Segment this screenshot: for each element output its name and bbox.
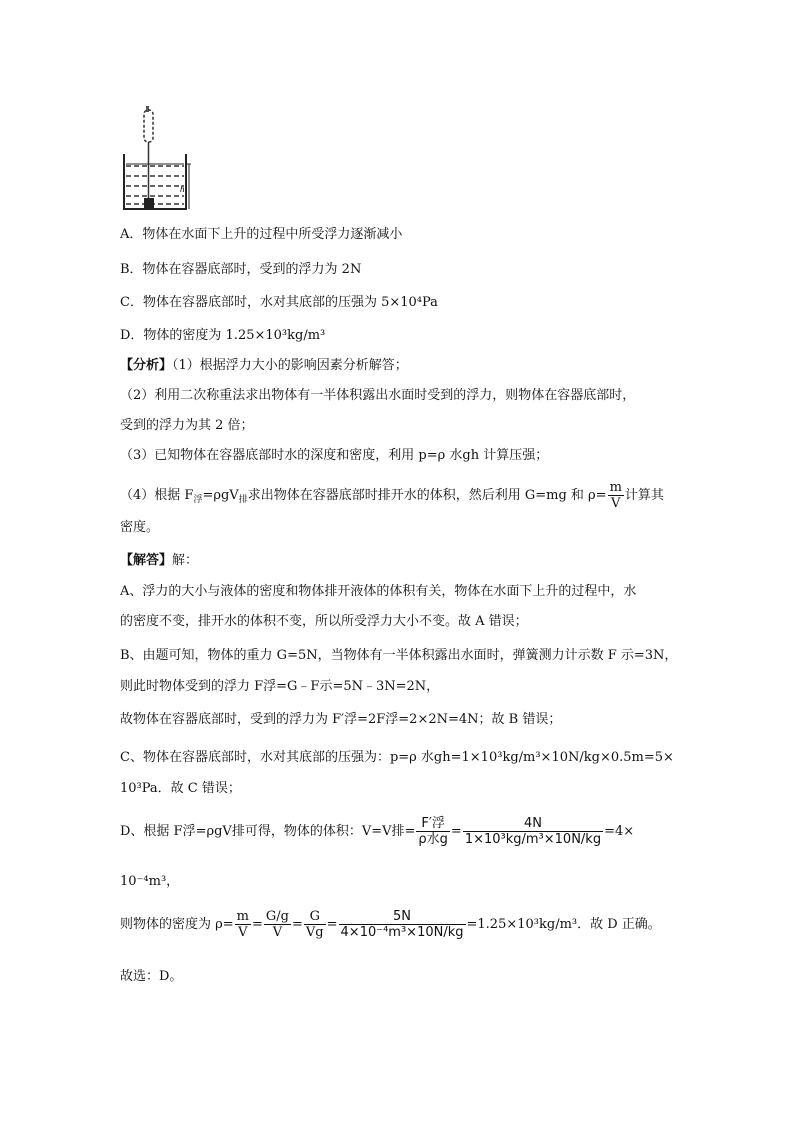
submerged-object bbox=[144, 198, 154, 208]
frac-den: V bbox=[238, 925, 248, 940]
d1-pre: D、根据 F浮=ρgV排可得，物体的体积：V=V排= bbox=[120, 824, 416, 839]
p4-sub-float: 浮 bbox=[193, 495, 203, 505]
frac-num: 5N bbox=[339, 909, 466, 925]
p4-pre: （4）根据 F bbox=[120, 488, 194, 503]
e-pre: 则物体的密度为 ρ= bbox=[120, 917, 234, 932]
analysis-p4b: 密度。 bbox=[120, 520, 160, 535]
volume-fraction-2 bbox=[463, 816, 603, 847]
frac-num: 4N bbox=[463, 816, 603, 832]
solution-b2: 则此时物体受到的浮力 F浮=G﹣F示=5N﹣3N=2N， bbox=[120, 679, 440, 694]
solution-d2: 10⁻⁴m³， bbox=[120, 874, 180, 889]
e-post: =1.25×10³kg/m³．故 D 正确。 bbox=[466, 917, 661, 932]
frac-num: F′浮 bbox=[416, 816, 450, 832]
p4-end: 计算其 bbox=[624, 488, 664, 503]
option-c: C．物体在容器底部时，水对其底部的压强为 5×10⁴Pa bbox=[120, 295, 438, 310]
volume-fraction-1 bbox=[416, 816, 450, 847]
solution-d1 bbox=[120, 816, 634, 847]
solution-heading: 【解答】 bbox=[120, 553, 173, 568]
density-fraction-3 bbox=[304, 909, 326, 940]
solution-a2: 的密度不变，排开水的体积不变，所以所受浮力大小不变。故 A 错误； bbox=[120, 614, 528, 629]
height-label: h bbox=[180, 184, 185, 194]
frac-num: G/g bbox=[265, 909, 289, 924]
frac-den: 1×10³kg/m³×10N/kg bbox=[464, 832, 602, 847]
frac-den: ρ水g bbox=[418, 832, 448, 847]
analysis-p1 bbox=[120, 357, 408, 375]
solution-final: 故选：D。 bbox=[120, 969, 183, 984]
option-b: B．物体在容器底部时，受到的浮力为 2N bbox=[120, 262, 362, 277]
solution-e: 则物体的密度为 ρ= $\frac{m}{V}$ = $\frac{G/g}{V}$ = $\frac{G}{Vg}$ = $\frac{5N}{\text{4×10⁻⁴m³×10N/kg}}$ =1.25×10³kg/m³．故 D 正确。 bbox=[120, 909, 661, 940]
p4-post: 求出物体在容器底部时排开水的体积，然后利用 G=mg 和 ρ= bbox=[247, 488, 607, 503]
analysis-p2b: 受到的浮力为其 2 倍； bbox=[120, 418, 254, 433]
option-d: D．物体的密度为 1.25×10³kg/m³ bbox=[120, 328, 326, 343]
frac-num: m bbox=[236, 909, 249, 924]
analysis-text-1: （1）根据浮力大小的影响因素分析解答； bbox=[172, 358, 408, 373]
frac-num: m bbox=[609, 480, 622, 495]
frac-den: V bbox=[272, 925, 283, 940]
density-fraction-1 bbox=[235, 909, 251, 940]
density-fraction bbox=[608, 480, 624, 511]
frac-den: Vg bbox=[305, 925, 324, 940]
solution-heading-line bbox=[120, 552, 198, 570]
solution-a1: A、浮力的大小与液体的密度和物体排开液体的体积有关，物体在水面下上升的过程中，水 bbox=[120, 584, 637, 599]
spring-scale bbox=[144, 110, 153, 142]
analysis-p2a: （2）利用二次称重法求出物体有一半体积露出水面时受到的浮力，则物体在容器底部时， bbox=[120, 388, 636, 403]
solution-b3: 故物体在容器底部时，受到的浮力为 F′浮=2F浮=2×2N=4N；故 B 错误； bbox=[120, 712, 562, 727]
option-a: A．物体在水面下上升的过程中所受浮力逐渐减小 bbox=[120, 227, 403, 242]
frac-den: V bbox=[611, 496, 621, 511]
density-fraction-4 bbox=[339, 909, 466, 940]
frac-den: 4×10⁻⁴m³×10N/kg bbox=[340, 925, 464, 940]
frac-num: G bbox=[304, 909, 326, 925]
solution-c1: C、物体在容器底部时，水对其底部的压强为：p=ρ 水gh=1×10³kg/m³×10N/kg×0.5m=5× bbox=[120, 750, 674, 765]
solution-c2: 10³Pa．故 C 错误； bbox=[120, 781, 241, 796]
solution-b1: B、由题可知，物体的重力 G=5N，当物体有一半体积露出水面时，弹簧测力计示数 F 示=3N， bbox=[120, 648, 678, 663]
analysis-p4 bbox=[120, 480, 664, 511]
analysis-p3: （3）已知物体在容器底部时水的深度和密度，利用 p=ρ 水gh 计算压强； bbox=[120, 448, 549, 463]
water-container bbox=[124, 154, 186, 209]
d1-post: =4× bbox=[604, 824, 635, 839]
p4-sub-displaced: 排 bbox=[238, 495, 248, 505]
d1-eq: = bbox=[450, 824, 462, 839]
p4-mid: =ρgV bbox=[202, 488, 239, 503]
density-fraction-2 bbox=[264, 909, 291, 940]
analysis-heading: 【分析】 bbox=[120, 358, 173, 373]
spring-scale-container-figure bbox=[120, 106, 192, 212]
solution-heading-tail: 解： bbox=[172, 553, 199, 568]
